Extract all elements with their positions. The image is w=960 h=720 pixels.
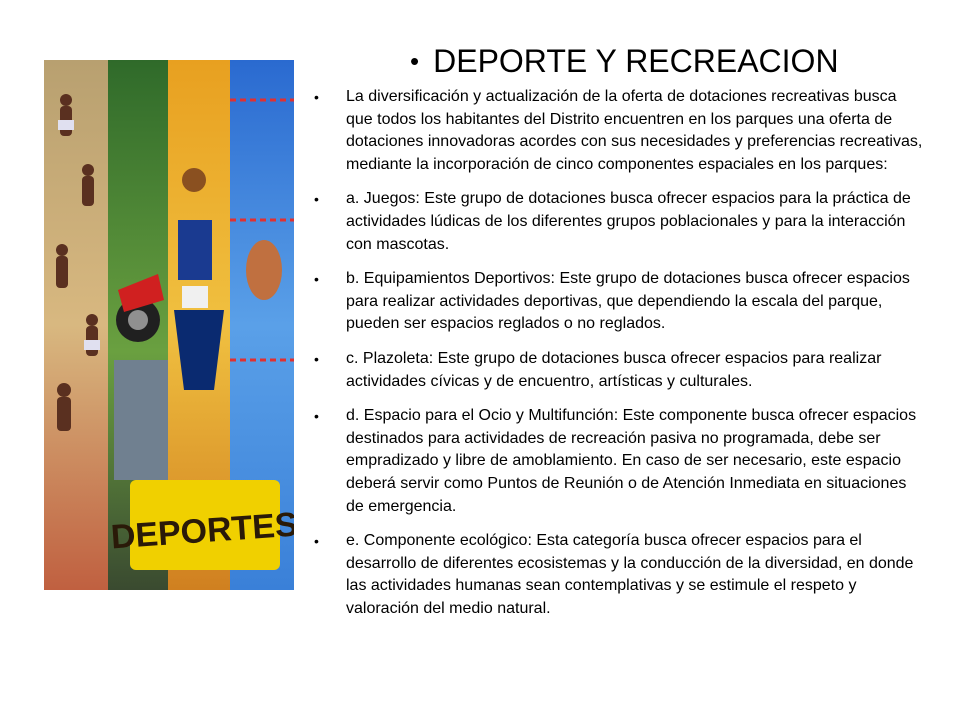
bullet-icon: • <box>314 89 319 105</box>
sports-collage-art <box>44 60 294 590</box>
bullet-icon: • <box>314 533 319 550</box>
bullet-item <box>314 86 926 176</box>
collage-caption: DEPORTES <box>109 505 294 557</box>
bullet-icon: • <box>314 191 319 208</box>
bullet-item <box>314 268 926 336</box>
bullet-text: c. Plazoleta: Este grupo de dotaciones busca ofrecer espacios para realizar actividades cívicas y de encuentro, artísticas y culturales. <box>346 349 882 390</box>
bullet-text: La diversificación y actualización de la oferta de dotaciones recreativas busca que todos los habitantes del Distrito encuentren en los parques una oferta de dotaciones innovadoras acordes con sus necesidades y preferencias recreativas, mediante la incorporación de cinco componentes espaciales en los parques: <box>346 88 923 173</box>
bullet-icon: • <box>314 408 319 425</box>
bullet-text: d. Espacio para el Ocio y Multifunción: Este componente busca ofrecer espacios destinados para actividades de recreación pasiva no programada, debe ser empradizado y libre de amoblamiento. En caso de ser necesario, este espacio deberá servir como Puntos de Reunión o de Atención Inmediata en situaciones de emergencia. <box>346 407 917 515</box>
bullet-item <box>314 405 926 518</box>
bullet-text: b. Equipamientos Deportivos: Este grupo de dotaciones busca ofrecer espacios para realizar actividades deportivas, que dependiendo la escala del parque, pueden ser espacios reglados o no reglados. <box>346 270 910 333</box>
slide-title: DEPORTE Y RECREACION <box>433 43 839 79</box>
bullet-list <box>314 86 926 632</box>
bullet-item <box>314 530 926 620</box>
bullet-item <box>314 348 926 393</box>
bullet-icon: • <box>410 46 420 76</box>
bullet-item <box>314 188 926 256</box>
slide-title-row <box>410 38 839 84</box>
sports-collage-image <box>44 60 294 590</box>
bullet-icon: • <box>314 271 319 288</box>
bullet-icon: • <box>314 350 319 367</box>
bullet-text: a. Juegos: Este grupo de dotaciones busca ofrecer espacios para la práctica de actividades lúdicas de los diferentes grupos poblacionales y para la interacción con mascotas. <box>346 190 911 253</box>
bullet-text: e. Componente ecológico: Esta categoría busca ofrecer espacios para el desarrollo de diferentes ecosistemas y la conducción de la diversidad, en donde las actividades humanas sean contemplativas y se estimule el respeto y valoración del medio natural. <box>346 532 914 617</box>
